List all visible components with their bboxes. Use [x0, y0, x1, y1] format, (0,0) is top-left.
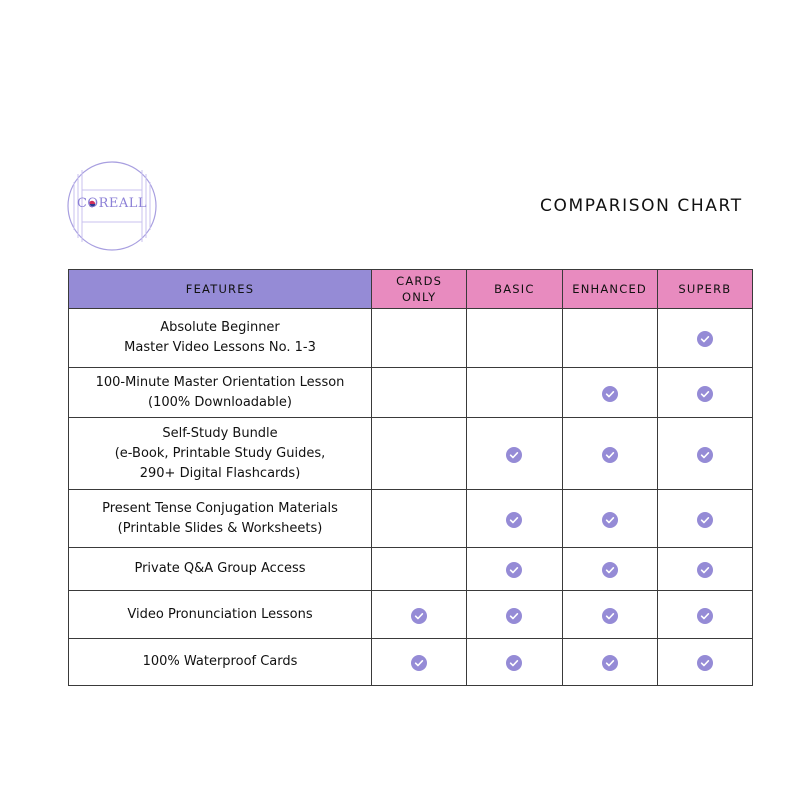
tier-cell-cards-only	[372, 368, 467, 418]
tier-cell-cards-only	[372, 591, 467, 639]
feature-cell: Absolute Beginner Master Video Lessons No. 1-3	[69, 309, 372, 368]
check-circle-icon	[602, 512, 618, 528]
check-circle-icon	[697, 447, 713, 463]
table-header-row	[69, 270, 753, 309]
check-circle-icon	[506, 447, 522, 463]
check-circle-icon	[602, 447, 618, 463]
feature-cell: Video Pronunciation Lessons	[69, 591, 372, 639]
table-row	[69, 591, 753, 639]
tier-cell-basic	[467, 639, 562, 686]
tier-cell-enhanced	[562, 490, 657, 548]
tier-cell-superb	[657, 591, 752, 639]
check-circle-icon	[697, 608, 713, 624]
tier-cell-basic	[467, 418, 562, 490]
tier-cell-cards-only	[372, 418, 467, 490]
check-circle-icon	[602, 562, 618, 578]
logo-wordmark: COREALL	[76, 196, 148, 211]
check-circle-icon	[411, 608, 427, 624]
table-row	[69, 548, 753, 591]
tier-cell-enhanced	[562, 639, 657, 686]
check-circle-icon	[506, 512, 522, 528]
tier-cell-enhanced	[562, 591, 657, 639]
check-circle-icon	[697, 386, 713, 402]
feature-cell: 100% Waterproof Cards	[69, 639, 372, 686]
tier-header-cards-only	[372, 270, 467, 309]
tier-cell-cards-only	[372, 309, 467, 368]
tier-cell-basic	[467, 368, 562, 418]
tier-cell-enhanced	[562, 548, 657, 591]
tier-cell-enhanced	[562, 368, 657, 418]
table-row	[69, 639, 753, 686]
table-row	[69, 490, 753, 548]
brand-logo	[66, 160, 158, 252]
tier-header-enhanced: ENHANCED	[562, 270, 657, 309]
check-circle-icon	[697, 562, 713, 578]
table-row	[69, 368, 753, 418]
tier-cell-superb	[657, 639, 752, 686]
page-title: COMPARISON CHART	[540, 196, 743, 216]
tier-header-superb: SUPERB	[657, 270, 752, 309]
check-circle-icon	[506, 655, 522, 671]
feature-cell: 100-Minute Master Orientation Lesson (100% Downloadable)	[69, 368, 372, 418]
check-circle-icon	[506, 608, 522, 624]
check-circle-icon	[506, 562, 522, 578]
tier-header-basic: BASIC	[467, 270, 562, 309]
tier-cell-enhanced	[562, 309, 657, 368]
feature-cell: Present Tense Conjugation Materials (Printable Slides & Worksheets)	[69, 490, 372, 548]
tier-cell-cards-only	[372, 548, 467, 591]
check-circle-icon	[697, 512, 713, 528]
tier-cell-enhanced	[562, 418, 657, 490]
features-header: FEATURES	[69, 270, 372, 309]
tier-cell-superb	[657, 418, 752, 490]
check-circle-icon	[602, 386, 618, 402]
tier-cell-basic	[467, 548, 562, 591]
tier-cell-cards-only	[372, 490, 467, 548]
table-body	[69, 309, 753, 686]
tier-cell-superb	[657, 309, 752, 368]
tier-cell-basic	[467, 490, 562, 548]
tier-cell-superb	[657, 368, 752, 418]
tier-cell-superb	[657, 490, 752, 548]
check-circle-icon	[697, 655, 713, 671]
feature-cell: Self-Study Bundle (e-Book, Printable Study Guides, 290+ Digital Flashcards)	[69, 418, 372, 490]
check-circle-icon	[602, 655, 618, 671]
tier-cell-superb	[657, 548, 752, 591]
tier-cell-basic	[467, 591, 562, 639]
tier-cell-basic	[467, 309, 562, 368]
check-circle-icon	[697, 331, 713, 347]
feature-cell: Private Q&A Group Access	[69, 548, 372, 591]
comparison-table	[68, 269, 753, 686]
tier-cell-cards-only	[372, 639, 467, 686]
tier-header-label: CARDS ONLY	[396, 274, 443, 304]
check-circle-icon	[602, 608, 618, 624]
check-circle-icon	[411, 655, 427, 671]
table-row	[69, 418, 753, 490]
table-row	[69, 309, 753, 368]
